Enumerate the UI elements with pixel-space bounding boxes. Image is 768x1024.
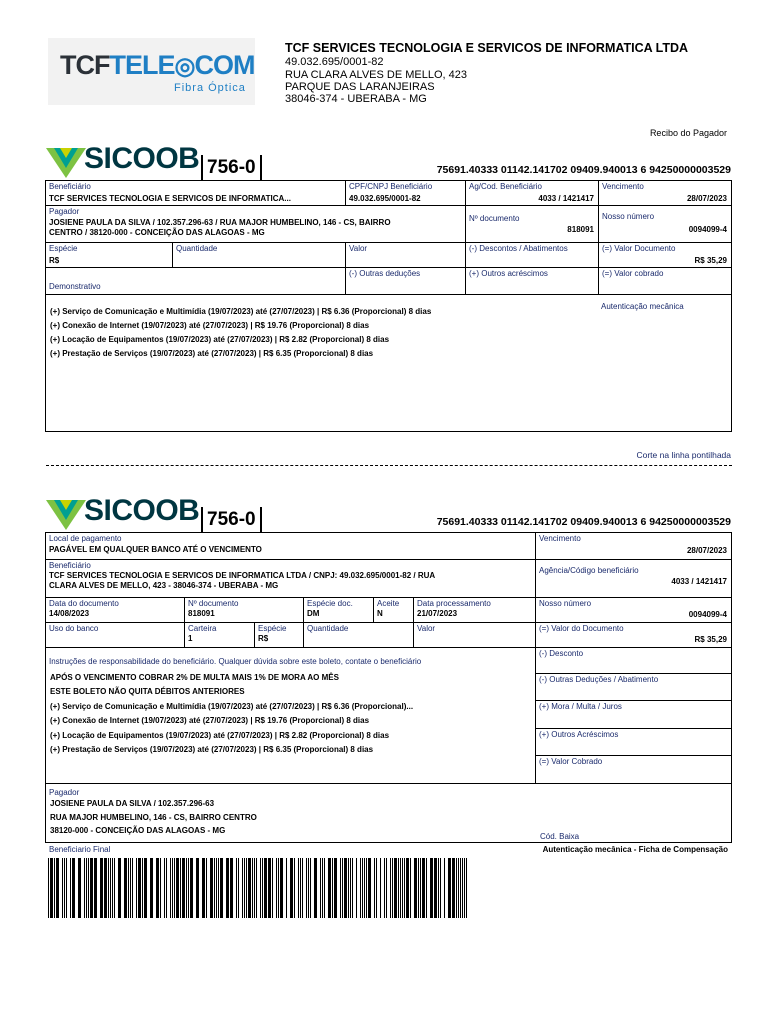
barcode-bar (398, 858, 399, 918)
field-label: Nosso número (602, 212, 655, 221)
ficha-ndoc-cell (185, 598, 304, 623)
recibo-item: (+) Locação de Equipamentos (19/07/2023) até (27/07/2023) | R$ 2.82 (Proporcional) 8 dias (50, 335, 390, 344)
barcode-bar (236, 858, 237, 918)
barcode-bar (238, 858, 239, 918)
barcode-bar (66, 858, 67, 918)
recibo-nosso-cell (599, 206, 731, 243)
field-label: Quantidade (307, 624, 349, 633)
barcode-bar (324, 858, 325, 918)
recibo-ndoc-value: 818091 (567, 225, 594, 234)
field-label: (+) Outros Acréscimos (539, 730, 619, 739)
barcode-bar (180, 858, 181, 918)
barcode-bar (142, 858, 143, 918)
barcode-bar (64, 858, 65, 918)
barcode-bar (404, 858, 405, 918)
barcode-bar (160, 858, 161, 918)
ficha-pagador-line1: JOSIENE PAULA DA SILVA / 102.357.296-63 (50, 799, 215, 808)
field-label: Data processamento (417, 599, 491, 608)
field-label: Carteira (188, 624, 217, 633)
company-address-line3: 38046-374 - UBERABA - MG (285, 93, 427, 105)
barcode-bar (226, 858, 229, 918)
barcode-bar (252, 858, 253, 918)
recibo-autenticacao-label: Autenticação mecânica (601, 302, 684, 311)
barcode-bar (376, 858, 377, 918)
field-label: Quantidade (176, 244, 218, 253)
field-label: (+) Outros acréscimos (469, 269, 548, 278)
barcode-bar (124, 858, 127, 918)
barcode-bar (298, 858, 299, 918)
barcode-bar (426, 858, 427, 918)
barcode-bar (278, 858, 279, 918)
ficha-valor-cobrado-cell (536, 756, 731, 784)
ficha-item: (+) Serviço de Comunicação e Multimídia (19/07/2023) até (27/07/2023) | R$ 6.36 (Proporcional)... (50, 702, 414, 711)
barcode-bar (462, 858, 463, 918)
corte-label: Corte na linha pontilhada (636, 450, 731, 460)
field-label: Local de pagamento (49, 534, 122, 543)
barcode-bar (112, 858, 113, 918)
field-label: Nosso número (539, 599, 592, 608)
barcode-bar (132, 858, 133, 918)
ficha-pagador-label: Pagador (49, 788, 80, 797)
barcode-bar (368, 858, 371, 918)
field-label: (-) Outras deduções (349, 269, 421, 278)
barcode-bar (78, 858, 81, 918)
field-label: Pagador (49, 207, 80, 216)
recibo-nosso-value: 0094099-4 (688, 225, 727, 234)
ficha-data-proc-value: 21/07/2023 (417, 609, 458, 618)
ficha-cod-baixa-label: Cód. Baixa (540, 832, 580, 841)
ficha-mora-cell (536, 701, 731, 729)
ficha-local-cell (46, 533, 536, 560)
barcode-bar (138, 858, 141, 918)
ficha-valor-cell (414, 623, 536, 648)
barcode-bar (430, 858, 433, 918)
sicoob-mark-icon (46, 146, 86, 178)
barcode-bar (314, 858, 317, 918)
ficha-aceite-cell (374, 598, 414, 623)
barcode-bar (458, 858, 459, 918)
recibo-especie-value: R$ (49, 256, 60, 265)
sicoob-wordmark: SICOOB (84, 494, 200, 527)
ficha-carteira-value: 1 (188, 634, 193, 643)
barcode-bar (94, 858, 97, 918)
ficha-valor-doc-cell (536, 623, 731, 648)
sicoob-wordmark: SICOOB (84, 142, 200, 175)
boleto-barcode (48, 858, 468, 918)
barcode-bar (460, 858, 461, 918)
ficha-carteira-cell (185, 623, 255, 648)
field-label: (-) Outras Deduções / Abatimento (539, 675, 659, 684)
barcode-bar (374, 858, 375, 918)
field-label: (=) Valor Documento (602, 244, 676, 253)
ficha-outras-ded-cell (536, 674, 731, 701)
field-label: Demonstrativo (49, 282, 101, 291)
barcode-bar (244, 858, 245, 918)
barcode-bar (402, 858, 403, 918)
logo-subtitle: Fibra Óptica (174, 82, 246, 94)
barcode-bar (302, 858, 303, 918)
barcode-bar (310, 858, 311, 918)
barcode-bar (294, 858, 295, 918)
barcode-bar (264, 858, 267, 918)
recibo-outros-acr-cell (466, 268, 599, 295)
barcode-bar (156, 858, 159, 918)
field-label: Beneficiário (49, 561, 91, 570)
barcode-bar (130, 858, 131, 918)
barcode-bar (128, 858, 129, 918)
recibo-pagador-cell (46, 206, 466, 243)
ficha-pagador-line3: 38120-000 - CONCEIÇÃO DAS ALAGOAS - MG (50, 826, 226, 835)
barcode-bar (386, 858, 387, 918)
barcode-bar (190, 858, 193, 918)
barcode-bar (320, 858, 321, 918)
barcode-bar (394, 858, 397, 918)
barcode-bar (340, 858, 341, 918)
ficha-instrucoes-label: Instruções de responsabilidade do beneficiário. Qualquer dúvida sobre este boleto, contate o beneficiário (49, 657, 422, 666)
ficha-quantidade-cell (304, 623, 414, 648)
barcode-bar (90, 858, 93, 918)
field-label: (+) Mora / Multa / Juros (539, 702, 622, 711)
barcode-bar (400, 858, 401, 918)
recibo-valor-cobrado-cell (599, 268, 731, 295)
barcode-bar (414, 858, 417, 918)
barcode-bar (390, 858, 391, 918)
field-label: Vencimento (539, 534, 581, 543)
ficha-data-doc-cell (46, 598, 185, 623)
field-label: Valor (349, 244, 368, 253)
bank-code: 756-0 (201, 155, 262, 181)
barcode-bar (434, 858, 437, 918)
field-label: Data do documento (49, 599, 119, 608)
ficha-form (45, 532, 732, 843)
ficha-data-proc-cell (414, 598, 536, 623)
barcode-bar (166, 858, 167, 918)
barcode-bar (332, 858, 333, 918)
recibo-pagador-line2: CENTRO / 38120-000 - CONCEIÇÃO DAS ALAGOAS - MG (49, 228, 265, 237)
ficha-vencimento-cell (536, 533, 731, 560)
barcode-bar (62, 858, 63, 918)
barcode-bar (448, 858, 451, 918)
barcode-bar (356, 858, 357, 918)
barcode-bar (344, 858, 347, 918)
barcode-bar (50, 858, 53, 918)
barcode-bar (100, 858, 103, 918)
barcode-bar (108, 858, 109, 918)
barcode-bar (306, 858, 307, 918)
recibo-item: (+) Conexão de Internet (19/07/2023) até (27/07/2023) | R$ 19.76 (Proporcional) 8 dias (50, 321, 370, 330)
barcode-bar (272, 858, 273, 918)
field-label: Espécie (258, 624, 287, 633)
recibo-valor-doc-cell (599, 243, 731, 268)
ficha-item: (+) Conexão de Internet (19/07/2023) até (27/07/2023) | R$ 19.76 (Proporcional) 8 dias (50, 716, 370, 725)
field-label: (-) Desconto (539, 649, 584, 658)
barcode-bar (444, 858, 445, 918)
recibo-valor-doc-value: R$ 35,29 (694, 256, 727, 265)
barcode-bar (150, 858, 153, 918)
recibo-ndoc-cell (466, 206, 599, 243)
barcode-bar (86, 858, 87, 918)
barcode-bar (380, 858, 381, 918)
beneficiario-final-label: Beneficiario Final (49, 845, 111, 854)
barcode-bar (456, 858, 457, 918)
ficha-instrucoes-cell (46, 648, 536, 784)
barcode-bar (136, 858, 137, 918)
cut-line (46, 465, 732, 466)
recibo-valor-cell (346, 243, 466, 268)
ficha-data-doc-value: 14/08/2023 (49, 609, 90, 618)
barcode-bar (466, 858, 467, 918)
barcode-bar (174, 858, 175, 918)
ficha-beneficiario-cell (46, 560, 536, 598)
barcode-bar (262, 858, 263, 918)
company-cnpj: 49.032.695/0001-82 (285, 56, 384, 68)
recibo-vencimento-value: 28/07/2023 (686, 194, 727, 203)
ficha-especie-cell (255, 623, 304, 648)
barcode-bar (276, 858, 277, 918)
barcode-bar (286, 858, 287, 918)
ficha-local-value: PAGÁVEL EM QUALQUER BANCO ATÉ O VENCIMENTO (49, 545, 262, 554)
ficha-valor-doc-value: R$ 35,29 (694, 635, 727, 644)
barcode-bar (392, 858, 393, 918)
sicoob-mark-icon (46, 498, 86, 530)
barcode-bar (452, 858, 455, 918)
barcode-bar (256, 858, 257, 918)
barcode-bar (164, 858, 165, 918)
barcode-bar (114, 858, 115, 918)
ficha-desconto-cell (536, 648, 731, 674)
barcode-bar (254, 858, 255, 918)
barcode-bar (362, 858, 363, 918)
barcode-bar (170, 858, 171, 918)
tcf-telecom-logo (48, 38, 255, 105)
field-label: Nº documento (469, 214, 520, 223)
barcode-bar (352, 858, 353, 918)
barcode-bar (268, 858, 271, 918)
bank-code: 756-0 (201, 507, 262, 533)
barcode-bar (144, 858, 147, 918)
ficha-beneficiario-line2: CLARA ALVES DE MELLO, 423 - 38046-374 - UBERABA - MG (49, 581, 279, 590)
field-label: Beneficiário (49, 182, 91, 191)
barcode-bar (118, 858, 121, 918)
field-label: CPF/CNPJ Beneficiário (349, 182, 433, 191)
barcode-bar (84, 858, 85, 918)
ficha-especie-doc-value: DM (307, 609, 320, 618)
ficha-instrucao: ESTE BOLETO NÃO QUITA DÉBITOS ANTERIORES (50, 687, 245, 696)
recibo-agcod-cell (466, 181, 599, 206)
barcode-bar (70, 858, 71, 918)
barcode-bar (48, 858, 49, 918)
linha-digitavel: 75691.40333 01142.141702 09409.940013 6 94250000003529 (436, 516, 731, 528)
barcode-bar (300, 858, 301, 918)
ficha-nosso-cell (536, 598, 731, 623)
barcode-bar (438, 858, 439, 918)
ficha-especie-doc-cell (304, 598, 374, 623)
ficha-item: (+) Locação de Equipamentos (19/07/2023) até (27/07/2023) | R$ 2.82 (Proporcional) 8 dias (50, 731, 390, 740)
field-label: (=) Valor Cobrado (539, 757, 603, 766)
barcode-bar (366, 858, 367, 918)
linha-digitavel: 75691.40333 01142.141702 09409.940013 6 94250000003529 (436, 164, 731, 176)
field-label: Valor (417, 624, 436, 633)
barcode-bar (242, 858, 243, 918)
recibo-demonstrativo-cell (46, 268, 346, 295)
field-label: Vencimento (602, 182, 644, 191)
barcode-bar (360, 858, 361, 918)
barcode-bar (196, 858, 199, 918)
barcode-bar (104, 858, 107, 918)
barcode-bar (322, 858, 323, 918)
barcode-bar (56, 858, 59, 918)
barcode-bar (186, 858, 187, 918)
barcode-bar (88, 858, 89, 918)
barcode-bar (334, 858, 337, 918)
recibo-item: (+) Serviço de Comunicação e Multimídia (19/07/2023) até (27/07/2023) | R$ 6.36 (Proporcional) 8 dias (50, 307, 432, 316)
barcode-bar (210, 858, 213, 918)
recibo-vencimento-cell (599, 181, 731, 206)
field-label: Agência/Código beneficiário (539, 566, 639, 575)
barcode-bar (220, 858, 223, 918)
barcode-bar (420, 858, 421, 918)
barcode-bar (418, 858, 419, 918)
recibo-pagador-line1: JOSIENE PAULA DA SILVA / 102.357.296-63 / RUA MAJOR HUMBELINO, 146 - CS, BAIRRO (49, 218, 391, 227)
recibo-form (45, 180, 732, 432)
barcode-bar (290, 858, 293, 918)
barcode-bar (176, 858, 179, 918)
ficha-agencia-value: 4033 / 1421417 (671, 577, 727, 586)
recibo-title: Recibo do Pagador (649, 128, 727, 138)
barcode-bar (440, 858, 441, 918)
recibo-cpf-value: 49.032.695/0001-82 (349, 194, 421, 203)
ficha-ndoc-value: 818091 (188, 609, 215, 618)
barcode-bar (308, 858, 309, 918)
barcode-bar (230, 858, 233, 918)
barcode-bar (72, 858, 75, 918)
company-address-line2: PARQUE DAS LARANJEIRAS (285, 81, 435, 93)
barcode-bar (342, 858, 343, 918)
company-address-line1: RUA CLARA ALVES DE MELLO, 423 (285, 69, 467, 81)
recibo-beneficiario-cell (46, 181, 346, 206)
barcode-bar (280, 858, 283, 918)
recibo-agcod-value: 4033 / 1421417 (538, 194, 594, 203)
recibo-especie-cell (46, 243, 173, 268)
barcode-bar (214, 858, 215, 918)
barcode-bar (248, 858, 251, 918)
field-label: (=) Valor cobrado (602, 269, 664, 278)
ficha-aceite-value: N (377, 609, 383, 618)
barcode-bar (348, 858, 349, 918)
recibo-quantidade-cell (173, 243, 346, 268)
company-name: TCF SERVICES TECNOLOGIA E SERVICOS DE INFORMATICA LTDA (285, 41, 689, 55)
ficha-instrucao: APÓS O VENCIMENTO COBRAR 2% DE MULTA MAIS 1% DE MORA AO MÊS (50, 673, 339, 682)
logo-wordmark: TCFTELE◎COM (60, 50, 255, 80)
ficha-vencimento-value: 28/07/2023 (686, 546, 727, 555)
field-label: Uso do banco (49, 624, 99, 633)
field-label: (=) Valor do Documento (539, 624, 624, 633)
barcode-bar (384, 858, 385, 918)
barcode-bar (206, 858, 207, 918)
ficha-item: (+) Prestação de Serviços (19/07/2023) até (27/07/2023) | R$ 6.35 (Proporcional) 8 dias (50, 745, 374, 754)
recibo-beneficiario-value: TCF SERVICES TECNOLOGIA E SERVICOS DE INFORMATICA... (49, 194, 291, 203)
barcode-bar (182, 858, 185, 918)
barcode-bar (110, 858, 111, 918)
recibo-descontos-cell (466, 243, 599, 268)
barcode-bar (364, 858, 365, 918)
ficha-agencia-cell (536, 560, 731, 598)
barcode-bar (172, 858, 173, 918)
field-label: Nº documento (188, 599, 239, 608)
barcode-bar (422, 858, 425, 918)
ficha-beneficiario-line1: TCF SERVICES TECNOLOGIA E SERVICOS DE INFORMATICA LTDA / CNPJ: 49.032.695/0001-82 / RUA (49, 571, 436, 580)
ficha-outros-acr-cell (536, 729, 731, 756)
barcode-bar (246, 858, 247, 918)
ficha-uso-banco-cell (46, 623, 185, 648)
barcode-bar (216, 858, 217, 918)
barcode-bar (464, 858, 465, 918)
barcode-bar (54, 858, 55, 918)
ficha-especie-value: R$ (258, 634, 269, 643)
ficha-pagador-line2: RUA MAJOR HUMBELINO, 146 - CS, BAIRRO CENTRO (50, 813, 257, 822)
autenticacao-ficha-label: Autenticação mecânica - Ficha de Compensação (542, 845, 728, 854)
barcode-bar (202, 858, 205, 918)
field-label: Espécie doc. (307, 599, 353, 608)
barcode-bar (350, 858, 351, 918)
barcode-bar (406, 858, 409, 918)
recibo-cpf-cell (346, 181, 466, 206)
field-label: Espécie (49, 244, 78, 253)
barcode-bar (188, 858, 189, 918)
barcode-bar (218, 858, 219, 918)
field-label: Ag/Cod. Beneficiário (469, 182, 542, 191)
recibo-item: (+) Prestação de Serviços (19/07/2023) até (27/07/2023) | R$ 6.35 (Proporcional) 8 dias (50, 349, 374, 358)
ficha-nosso-value: 0094099-4 (688, 610, 727, 619)
barcode-bar (328, 858, 331, 918)
recibo-outras-ded-cell (346, 268, 466, 295)
barcode-bar (260, 858, 261, 918)
barcode-bar (410, 858, 411, 918)
field-label: (-) Descontos / Abatimentos (469, 244, 568, 253)
field-label: Aceite (377, 599, 400, 608)
